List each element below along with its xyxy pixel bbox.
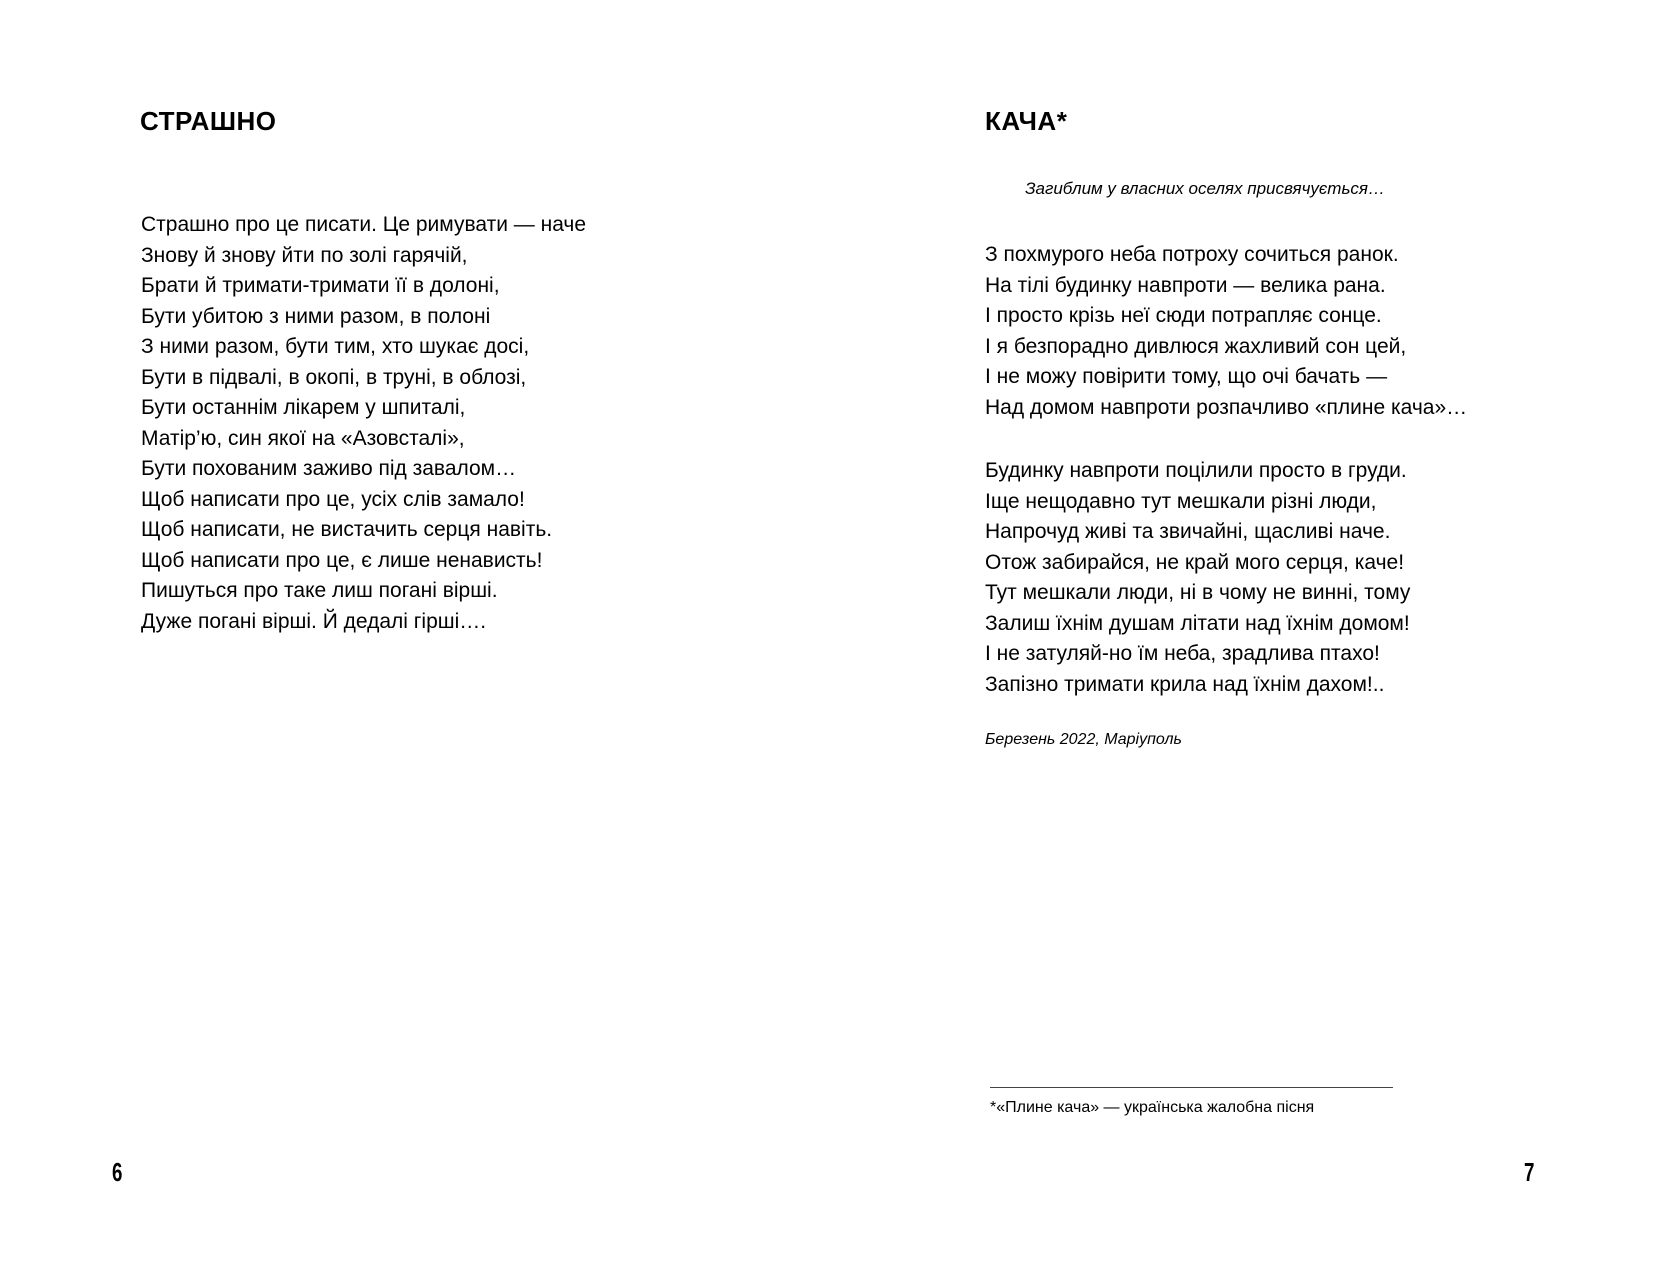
poem-line: Матір’ю, син якої на «Азовсталі», — [141, 426, 465, 450]
poem-line: Бути похованим заживо під завалом… — [141, 457, 517, 480]
poem-line: З ними разом, бути тим, хто шукає досі, — [141, 335, 530, 358]
poem-line: Щоб написати про це, усіх слів замало! — [141, 487, 525, 511]
poem-line: На тілі будинку навпроти — велика рана. — [985, 273, 1386, 297]
poem-line: Напрочуд живі та звичайні, щасливі наче. — [985, 520, 1391, 543]
poem-line: З похмурого неба потроху сочиться ранок. — [985, 243, 1399, 266]
poem-line: Тут мешкали люди, ні в чому не винні, тому — [985, 581, 1411, 604]
footnote-divider — [990, 1087, 1393, 1088]
poem-body — [141, 210, 586, 637]
poem-line: Над домом навпроти розпачливо «плине кача»… — [985, 395, 1468, 419]
poem-line: Бути в підвалі, в окопі, в труні, в облозі, — [141, 365, 527, 389]
poem-line: Запізно тримати крила над їхнім дахом!.. — [985, 672, 1385, 696]
page-title: СТРАШНО — [140, 106, 277, 136]
poem-line: І не можу повірити тому, що очі бачать — — [985, 365, 1388, 388]
page-number: 7 — [1524, 1157, 1535, 1187]
poem-line: Будинку навпроти поцілили просто в груди. — [985, 459, 1407, 482]
poem-stanza — [985, 456, 1410, 700]
poem-line: І я безпорадно дивлюся жахливий сон цей, — [985, 334, 1407, 358]
poem-line: Щоб написати про це, є лише ненависть! — [141, 548, 543, 572]
footnote: *«Плине кача» — українська жалобна пісня — [990, 1099, 1315, 1116]
poem-line: Отож забирайся, не край мого серця, каче! — [985, 550, 1405, 574]
poem-line: Бути останнім лікарем у шпиталі, — [141, 396, 466, 419]
page-title: КАЧА* — [985, 106, 1068, 136]
poem-line: Залиш їхнім душам літати над їхнім домом! — [985, 611, 1410, 635]
page-number: 6 — [112, 1157, 123, 1187]
poem-line: І просто крізь неї сюди потрапляє сонце. — [985, 304, 1382, 327]
dedication: Загиблим у власних оселях присвячується… — [1025, 179, 1385, 198]
poem-line: Знову й знову йти по золі гарячій, — [141, 243, 468, 267]
poem-line: Іще нещодавно тут мешкали різні люди, — [985, 489, 1377, 513]
poem-stanza — [985, 240, 1467, 423]
poem-line: І не затуляй-но їм неба, зрадлива птахо! — [985, 642, 1380, 665]
poem-line: Щоб написати, не вистачить серця навіть. — [141, 518, 553, 541]
poem-line: Бути убитою з ними разом, в полоні — [141, 304, 491, 328]
poem-line: Дуже погані вірші. Й дедалі гірші…. — [141, 609, 487, 633]
poem-line: Страшно про це писати. Це римувати — наче — [141, 213, 587, 236]
poem-line: Брати й тримати-тримати її в долоні, — [141, 274, 500, 297]
dateline: Березень 2022, Маріуполь — [985, 731, 1182, 748]
poem-line: Пишуться про таке лиш погані вірші. — [141, 579, 498, 602]
